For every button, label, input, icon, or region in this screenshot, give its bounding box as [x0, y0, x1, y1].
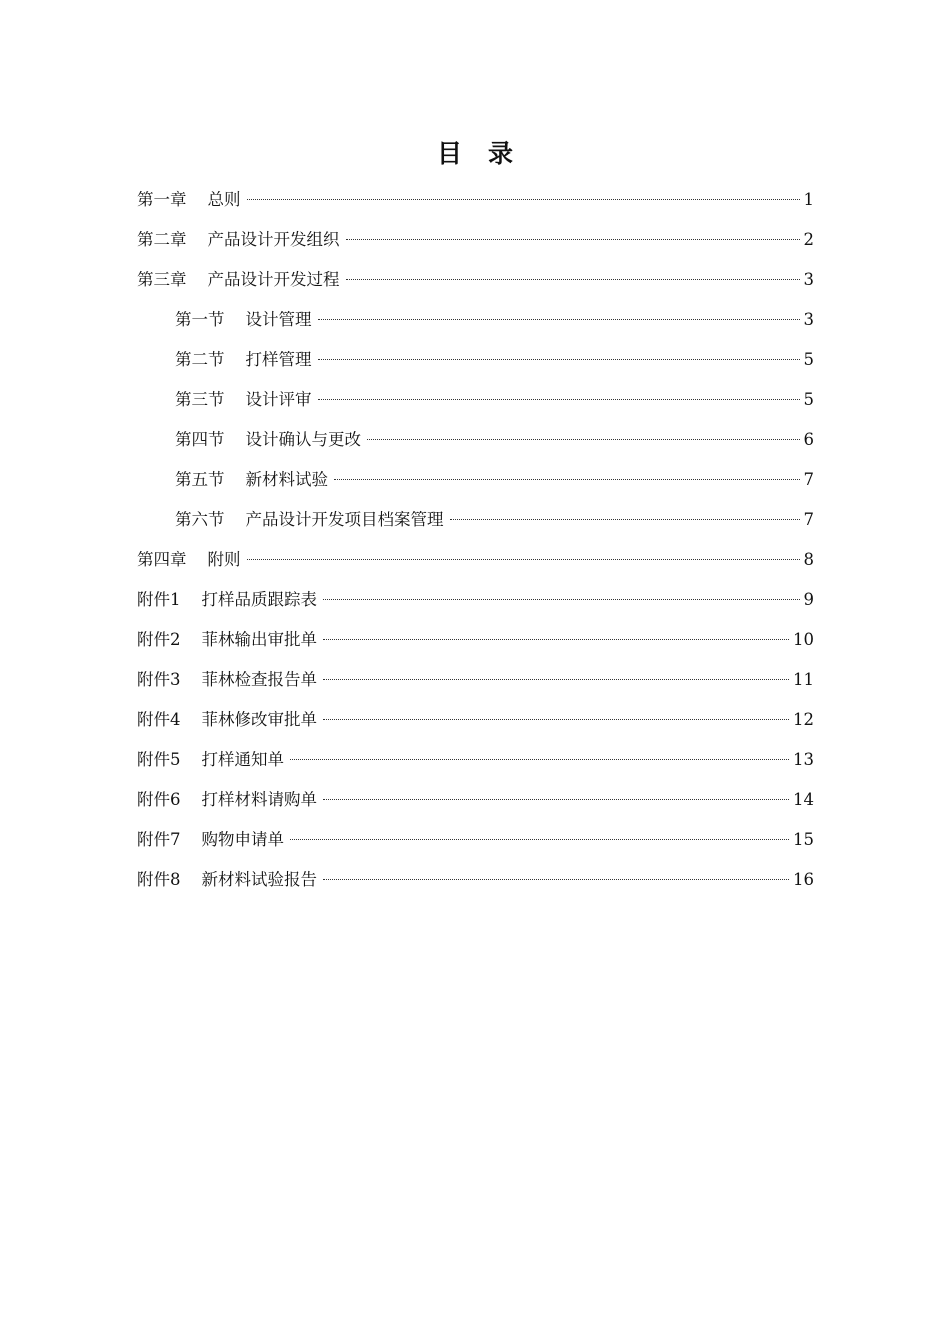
toc-entry-title: 新材料试验报告 [201, 870, 317, 889]
toc-entry-title: 附则 [207, 550, 241, 569]
toc-dot-leader [290, 759, 789, 760]
toc-entry-section-2[interactable] [137, 342, 814, 382]
toc-entry-number: 第四节 [175, 430, 225, 449]
toc-entry-page: 11 [793, 670, 814, 689]
toc-entry-appendix-8[interactable] [137, 862, 814, 902]
toc-entry-page: 5 [803, 390, 814, 409]
toc-entry-appendix-3[interactable] [137, 662, 814, 702]
toc-entry-title: 购物申请单 [201, 830, 284, 849]
toc-entry-page: 2 [803, 230, 814, 249]
toc-entry-page: 15 [793, 830, 814, 849]
toc-entry-page: 3 [803, 310, 814, 329]
toc-entry-title: 新材料试验 [245, 470, 328, 489]
toc-entry-page: 10 [793, 630, 814, 649]
toc-entry-number: 第六节 [175, 510, 225, 529]
toc-entry-page: 3 [803, 270, 814, 289]
toc-entry-number: 附件4 [137, 710, 181, 729]
toc-entry-number: 第三节 [175, 390, 225, 409]
toc-entry-number: 附件3 [137, 670, 181, 689]
toc-dot-leader [318, 399, 800, 400]
toc-dot-leader [346, 279, 800, 280]
toc-entry-title: 设计管理 [245, 310, 312, 329]
toc-dot-leader [323, 799, 789, 800]
toc-entry-number: 第五节 [175, 470, 225, 489]
toc-entry-number: 第一章 [137, 190, 187, 209]
toc-dot-leader [323, 639, 789, 640]
toc-dot-leader [318, 359, 800, 360]
toc-dot-leader [334, 479, 800, 480]
toc-dot-leader [323, 679, 789, 680]
toc-entry-title: 总则 [207, 190, 241, 209]
toc-entry-title: 打样品质跟踪表 [201, 590, 317, 609]
toc-entry-title: 菲林输出审批单 [201, 630, 317, 649]
toc-entry-number: 第二章 [137, 230, 187, 249]
toc-entry-page: 5 [803, 350, 814, 369]
toc-entry-title: 菲林检查报告单 [201, 670, 317, 689]
toc-entry-number: 附件6 [137, 790, 181, 809]
toc-dot-leader [247, 559, 800, 560]
toc-entry-section-1[interactable] [137, 302, 814, 342]
toc-entry-appendix-7[interactable] [137, 822, 814, 862]
toc-entry-page: 12 [793, 710, 814, 729]
toc-entry-number: 附件8 [137, 870, 181, 889]
toc-entry-section-6[interactable] [137, 502, 814, 542]
toc-dot-leader [290, 839, 789, 840]
toc-entry-page: 16 [793, 870, 814, 889]
toc-entry-section-3[interactable] [137, 382, 814, 422]
toc-dot-leader [318, 319, 800, 320]
toc-entry-section-4[interactable] [137, 422, 814, 462]
toc-dot-leader [323, 719, 789, 720]
toc-entry-page: 7 [803, 470, 814, 489]
toc-entry-page: 13 [793, 750, 814, 769]
toc-entry-chapter-4[interactable] [137, 542, 814, 582]
toc-entry-number: 附件7 [137, 830, 181, 849]
toc-entry-appendix-4[interactable] [137, 702, 814, 742]
toc-entry-page: 7 [803, 510, 814, 529]
table-of-contents [137, 182, 814, 902]
toc-entry-appendix-5[interactable] [137, 742, 814, 782]
toc-entry-title: 产品设计开发项目档案管理 [245, 510, 444, 529]
toc-entry-title: 打样管理 [245, 350, 312, 369]
toc-entry-page: 6 [803, 430, 814, 449]
toc-entry-page: 14 [793, 790, 814, 809]
toc-heading [0, 134, 950, 170]
toc-entry-number: 第四章 [137, 550, 187, 569]
toc-entry-title: 打样通知单 [201, 750, 284, 769]
toc-entry-number: 第二节 [175, 350, 225, 369]
toc-entry-appendix-1[interactable] [137, 582, 814, 622]
toc-entry-chapter-2[interactable] [137, 222, 814, 262]
toc-entry-title: 设计确认与更改 [245, 430, 361, 449]
toc-entry-number: 第三章 [137, 270, 187, 289]
toc-entry-number: 附件1 [137, 590, 181, 609]
toc-entry-page: 1 [803, 190, 814, 209]
toc-heading-char-2: 录 [488, 139, 514, 168]
toc-dot-leader [323, 599, 800, 600]
toc-dot-leader [247, 199, 800, 200]
toc-entry-title: 产品设计开发过程 [207, 270, 340, 289]
toc-dot-leader [323, 879, 789, 880]
toc-entry-number: 第一节 [175, 310, 225, 329]
toc-entry-title: 菲林修改审批单 [201, 710, 317, 729]
toc-entry-appendix-2[interactable] [137, 622, 814, 662]
toc-dot-leader [450, 519, 800, 520]
toc-entry-title: 产品设计开发组织 [207, 230, 340, 249]
toc-dot-leader [367, 439, 800, 440]
toc-entry-chapter-3[interactable] [137, 262, 814, 302]
toc-entry-chapter-1[interactable] [137, 182, 814, 222]
toc-entry-section-5[interactable] [137, 462, 814, 502]
toc-entry-page: 9 [803, 590, 814, 609]
toc-entry-number: 附件2 [137, 630, 181, 649]
toc-entry-appendix-6[interactable] [137, 782, 814, 822]
toc-entry-title: 打样材料请购单 [201, 790, 317, 809]
toc-heading-char-1: 目 [436, 139, 462, 168]
toc-entry-page: 8 [803, 550, 814, 569]
toc-entry-number: 附件5 [137, 750, 181, 769]
toc-entry-title: 设计评审 [245, 390, 312, 409]
toc-dot-leader [346, 239, 800, 240]
